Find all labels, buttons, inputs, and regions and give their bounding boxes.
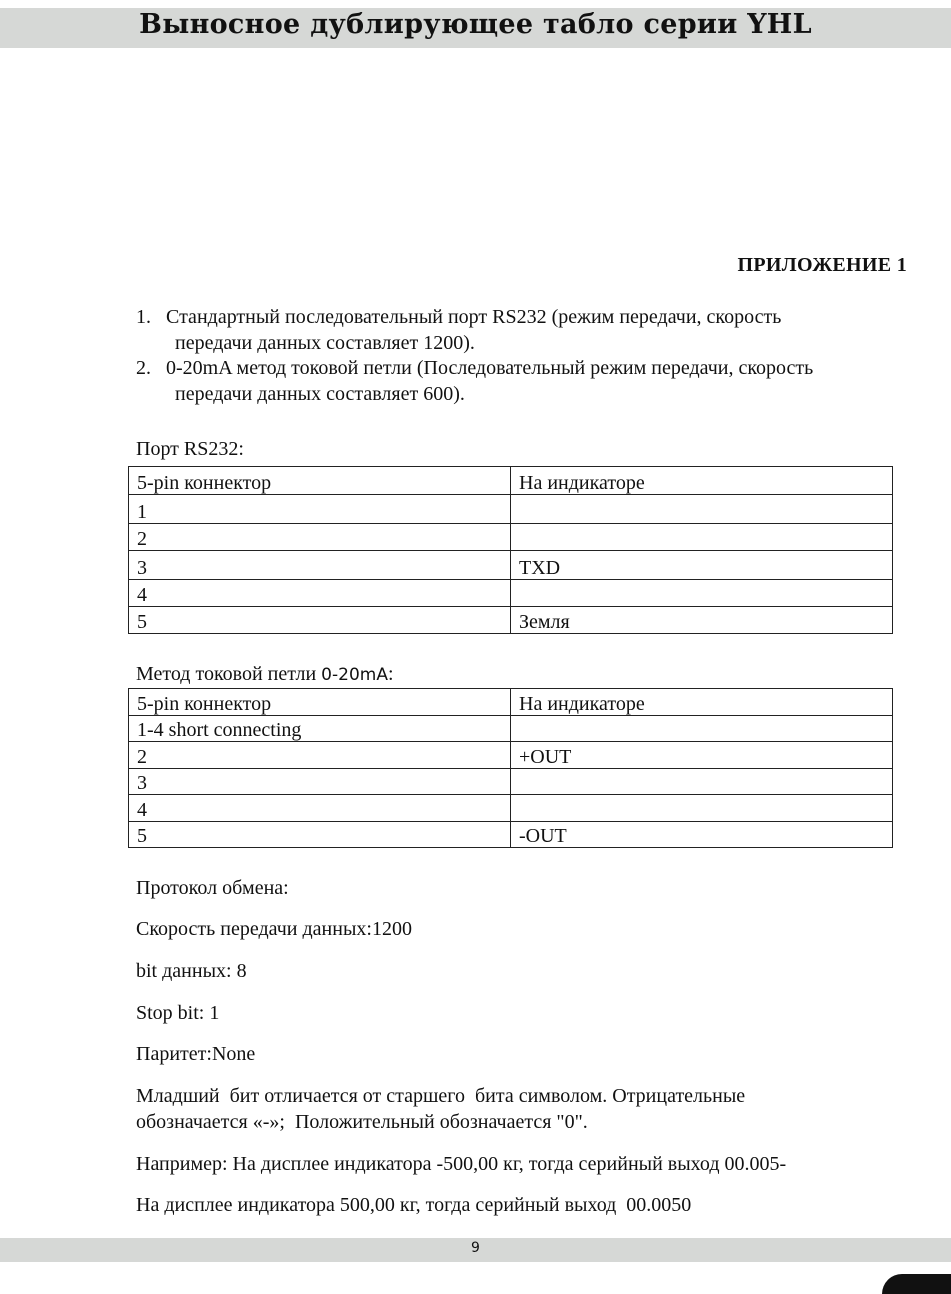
table-header-row (129, 467, 893, 495)
protocol-stop-bits: Stop bit: 1 (136, 1002, 220, 1024)
intro-list (136, 305, 908, 407)
table-row (129, 716, 893, 742)
table-header-cell: На индикаторе (511, 689, 893, 716)
table-cell: +OUT (511, 742, 893, 769)
table-header-cell: 5-pin коннектор (129, 689, 511, 716)
table-header-cell: 5-pin коннектор (129, 467, 511, 495)
protocol-example-positive: На дисплее индикатора 500,00 кг, тогда серийный выход 00.0050 (136, 1194, 692, 1216)
protocol-title: Протокол обмена: (136, 877, 289, 899)
table-row (129, 742, 893, 769)
table-row (129, 551, 893, 580)
rs232-caption: Порт RS232: (136, 438, 244, 460)
table-cell (511, 795, 893, 822)
list-item (136, 356, 908, 382)
list-item-continuation: передачи данных составляет 600). (175, 382, 465, 405)
table-cell: 5 (129, 822, 511, 848)
protocol-parity: Паритет:None (136, 1043, 256, 1065)
list-item-text: Стандартный последовательный порт RS232 (режим передачи, скорость (166, 306, 782, 328)
table-cell: 2 (129, 524, 511, 551)
table-cell (511, 580, 893, 607)
current-loop-caption-code: 0-20mA (321, 665, 388, 685)
table-cell (511, 495, 893, 524)
current-loop-table (128, 688, 893, 848)
corner-decoration (882, 1274, 951, 1294)
table-header-row (129, 689, 893, 716)
table-cell: 3 (129, 769, 511, 795)
table-cell (511, 716, 893, 742)
list-item-number: 1. (136, 306, 151, 328)
table-cell (511, 524, 893, 551)
table-cell: 4 (129, 580, 511, 607)
table-cell: 5 (129, 607, 511, 634)
protocol-baud: Скорость передачи данных:1200 (136, 918, 412, 940)
current-loop-caption-text: Метод токовой петли (136, 663, 322, 685)
table-row (129, 580, 893, 607)
table-cell: 3 (129, 551, 511, 580)
page-number: 9 (471, 1240, 480, 1256)
table-cell (511, 769, 893, 795)
current-loop-caption (136, 663, 394, 686)
list-item (136, 305, 908, 331)
protocol-sign-note (136, 1083, 745, 1135)
list-item-text: 0-20mA метод токовой петли (Последовательный режим передачи, скорость (166, 357, 814, 379)
appendix-heading: ПРИЛОЖЕНИЕ 1 (737, 254, 907, 276)
table-cell: 1 (129, 495, 511, 524)
table-cell: Земля (511, 607, 893, 634)
table-row (129, 495, 893, 524)
table-row (129, 524, 893, 551)
table-cell: -OUT (511, 822, 893, 848)
table-cell: 1-4 short connecting (129, 716, 511, 742)
table-cell: 4 (129, 795, 511, 822)
table-header-cell: На индикаторе (511, 467, 893, 495)
current-loop-caption-suffix: : (387, 663, 394, 685)
protocol-sign-line: обозначается «-»; Положительный обозначается "0". (136, 1111, 588, 1133)
table-row (129, 769, 893, 795)
table-row (129, 822, 893, 848)
list-item-number: 2. (136, 357, 151, 379)
list-item-continuation: передачи данных составляет 1200). (175, 331, 475, 354)
page-title: Выносное дублирующее табло серии YHL (139, 9, 812, 40)
protocol-example-negative: Например: На дисплее индикатора -500,00 кг, тогда серийный выход 00.005- (136, 1153, 787, 1175)
table-cell: TXD (511, 551, 893, 580)
table-cell: 2 (129, 742, 511, 769)
table-row (129, 607, 893, 634)
table-row (129, 795, 893, 822)
protocol-data-bits: bit данных: 8 (136, 960, 247, 982)
rs232-table (128, 466, 893, 634)
protocol-sign-line: Младший бит отличается от старшего бита символом. Отрицательные (136, 1085, 746, 1107)
